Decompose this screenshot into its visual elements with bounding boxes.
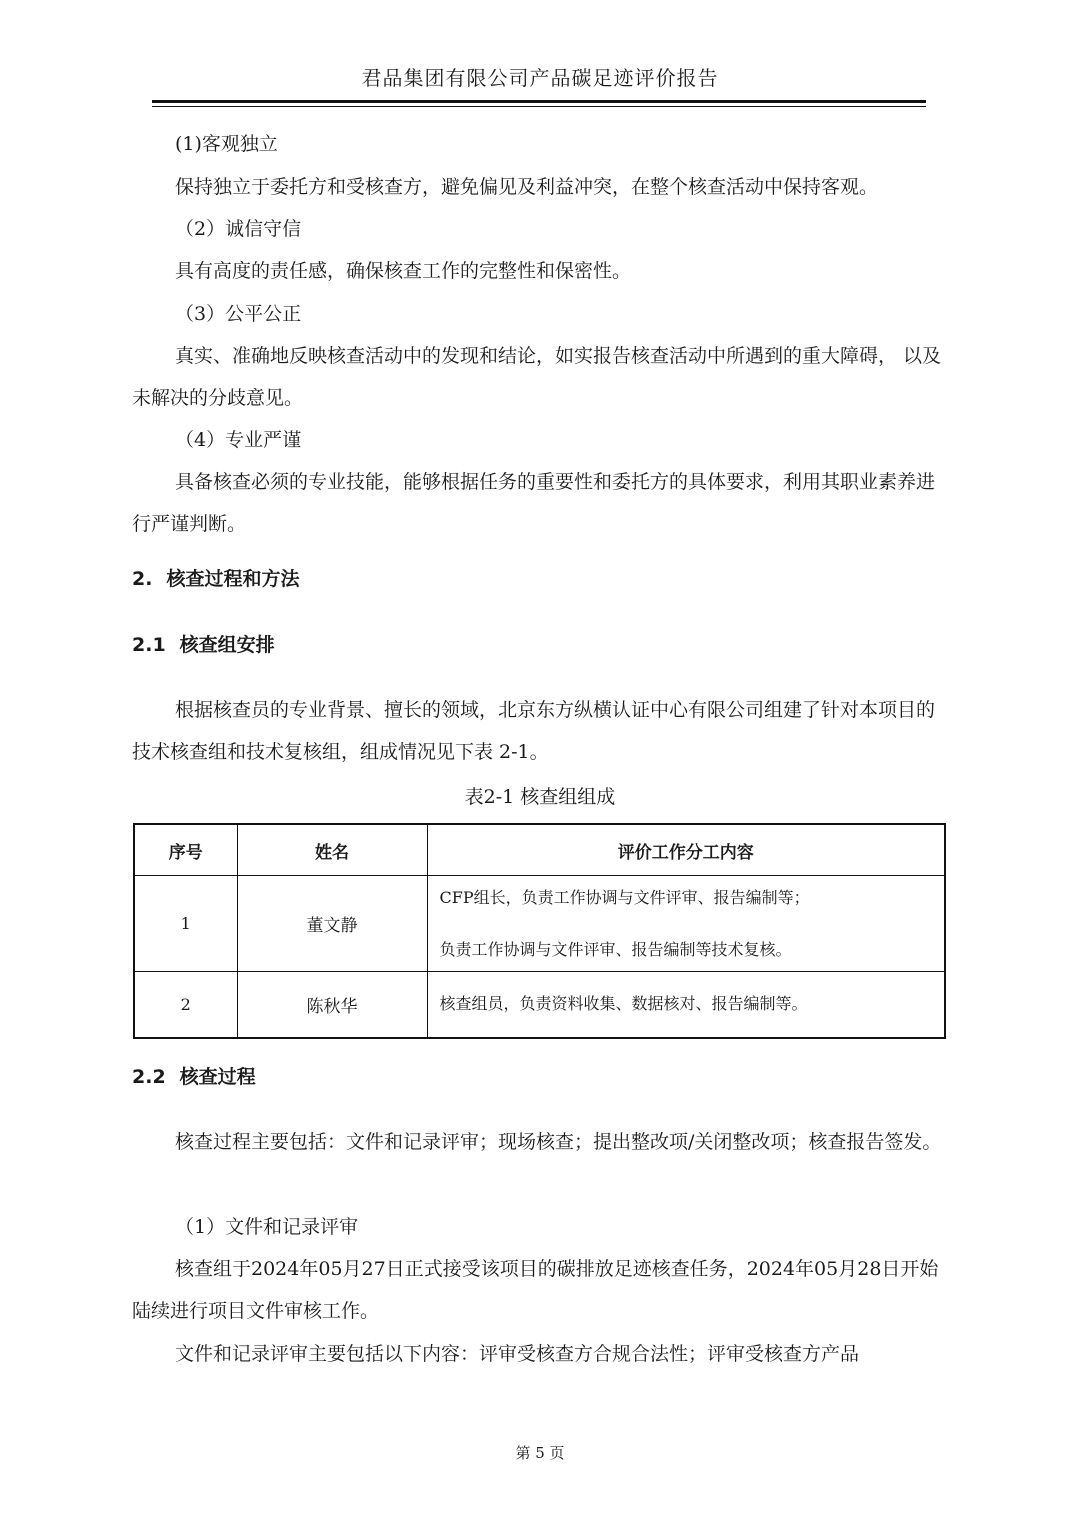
principle-4-body: 具备核查必须的专业技能，能够根据任务的重要性和委托方的具体要求，利用其职业素养进行严谨判断。 [132, 471, 936, 535]
table-row [134, 972, 945, 1038]
header-index: 序号 [134, 824, 237, 876]
table-caption: 表2-1 核查组组成 [464, 786, 616, 808]
section-2-2-heading [132, 1062, 256, 1092]
row-index: 1 [134, 876, 237, 972]
section-2-2-paragraph-1: 核查过程主要包括：文件和记录评审；现场核查；提出整改项/关闭整改项；核查报告签发。 [175, 1131, 942, 1153]
principle-3-title: （3）公平公正 [175, 303, 302, 325]
principle-2-title: （2）诚信守信 [175, 218, 302, 240]
section-2-title: 核查过程和方法 [166, 568, 300, 590]
row-name: 陈秋华 [237, 972, 427, 1038]
principle-1-body: 保持独立于委托方和受核查方，避免偏见及利益冲突，在整个核查活动中保持客观。 [175, 176, 879, 198]
section-2-2-number: 2.2 [132, 1066, 166, 1088]
section-2-2-title: 核查过程 [179, 1066, 256, 1088]
section-2-heading [132, 564, 299, 594]
row-name: 董文静 [237, 876, 427, 972]
duty-line: CFP组长，负责工作协调与文件评审、报告编制等； [439, 887, 810, 907]
duty-line: 核查组员，负责资料收集、数据核对、报告编制等。 [439, 994, 808, 1014]
header-rule-thin [152, 106, 926, 107]
row-duties [427, 876, 945, 972]
duty-line: 负责工作协调与文件评审、报告编制等技术复核。 [439, 939, 792, 959]
header-duties: 评价工作分工内容 [427, 824, 945, 876]
principle-4-title: （4）专业严谨 [175, 429, 302, 451]
section-2-1-paragraph: 根据核查员的专业背景、擅长的领域，北京东方纵横认证中心有限公司组建了针对本项目的技术核查组和技术复核组，组成情况见下表 2-1。 [132, 699, 936, 763]
team-table [133, 823, 946, 1039]
section-2-number: 2. [132, 568, 153, 590]
page-header-title: 君品集团有限公司产品碳足迹评价报告 [361, 66, 719, 90]
header-name: 姓名 [237, 824, 427, 876]
header-rule [152, 100, 926, 103]
section-2-2-paragraph-2: 核查组于2024年05月27日正式接受该项目的碳排放足迹核查任务，2024年05月28日开始陆续进行项目文件审核工作。 [132, 1258, 939, 1322]
section-2-1-number: 2.1 [132, 634, 166, 656]
section-2-2-subheading-1: （1）文件和记录评审 [175, 1216, 359, 1238]
row-duties [427, 972, 945, 1038]
page-number: 第 5 页 [515, 1444, 565, 1462]
section-2-1-heading [132, 630, 275, 660]
principle-3-body: 真实、准确地反映核查活动中的发现和结论，如实报告核查活动中所遇到的重大障碍， 以及未解决的分歧意见。 [132, 345, 942, 409]
principle-2-body: 具有高度的责任感，确保核查工作的完整性和保密性。 [175, 260, 632, 282]
table-header-row [134, 824, 945, 876]
section-2-2-paragraph-3: 文件和记录评审主要包括以下内容：评审受核查方合规合法性；评审受核查方产品 [175, 1343, 860, 1365]
section-2-1-title: 核查组安排 [179, 634, 275, 656]
table-row [134, 876, 945, 972]
row-index: 2 [134, 972, 237, 1038]
principle-1-title: (1)客观独立 [175, 133, 278, 155]
